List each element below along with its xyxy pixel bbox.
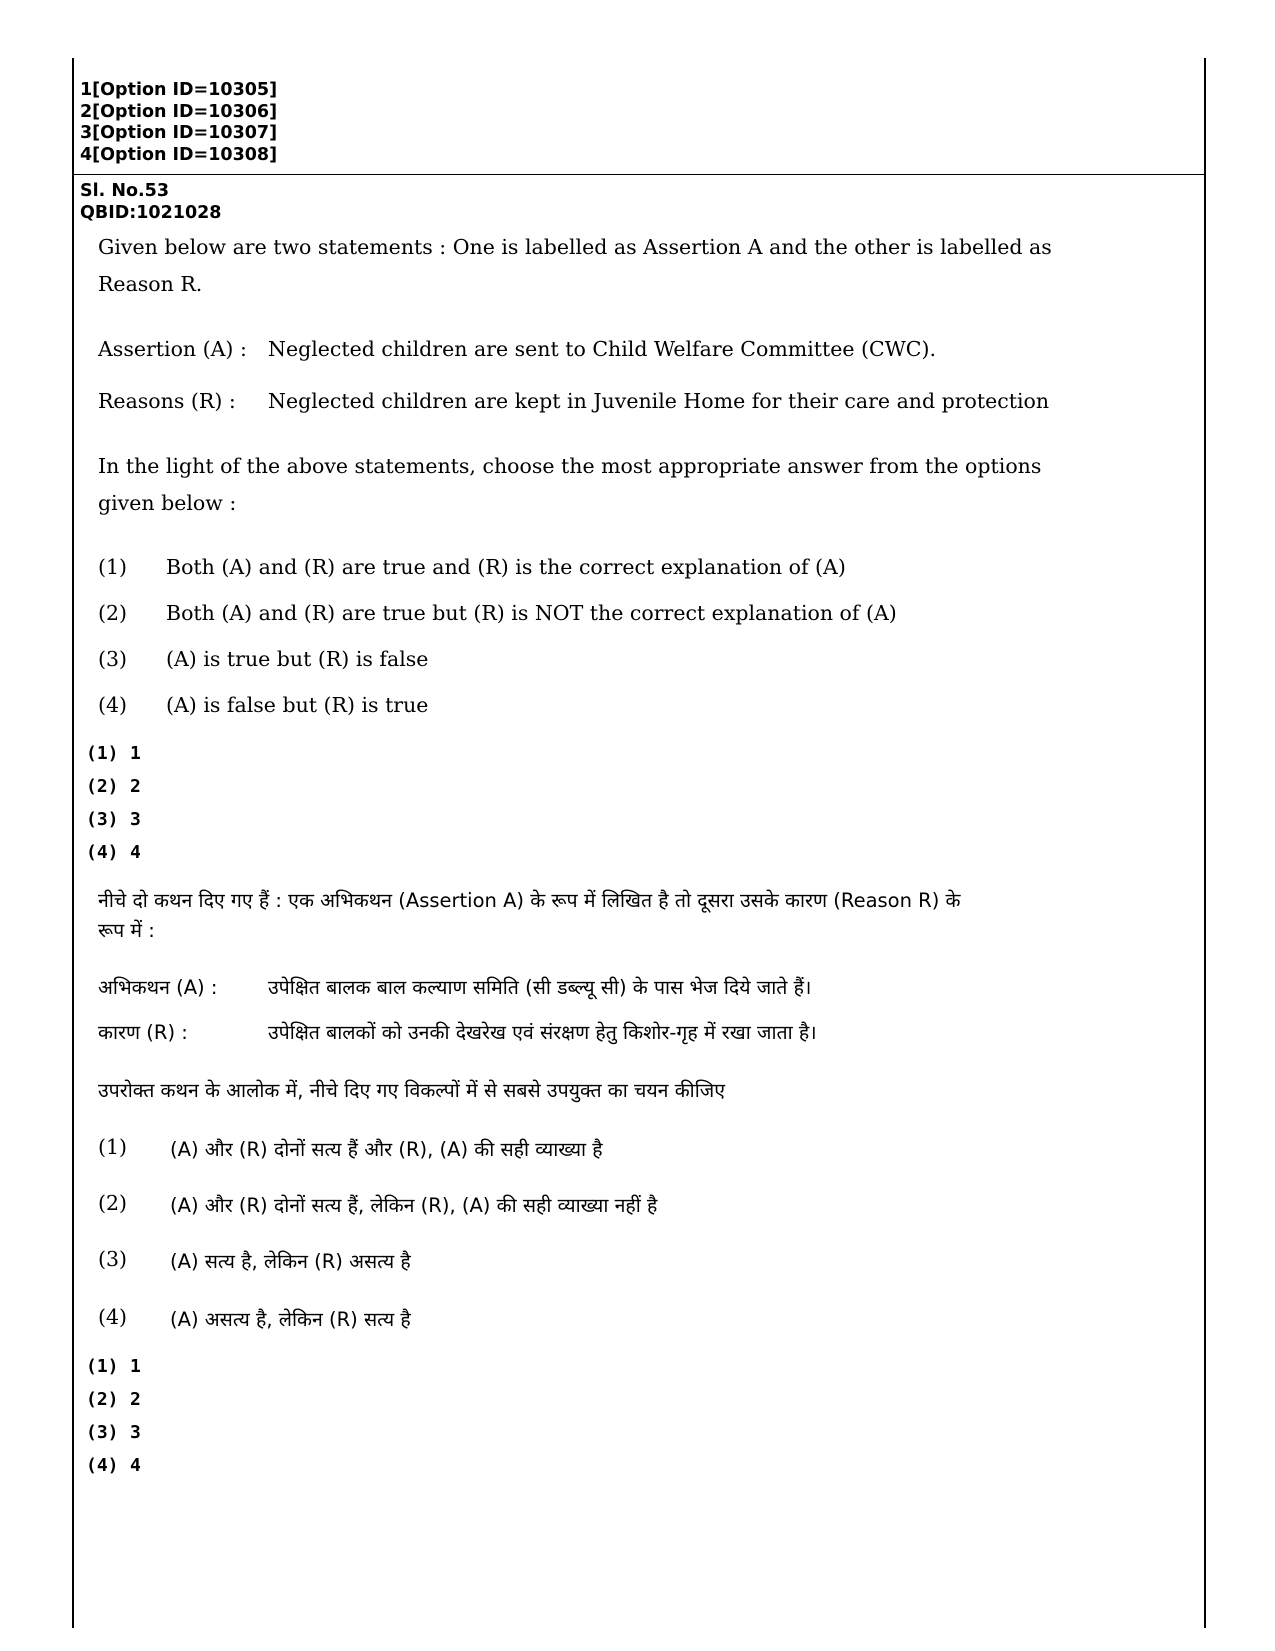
section-divider — [74, 174, 1204, 175]
english-reason-text: Neglected children are kept in Juvenile Home for their care and protection — [268, 389, 1050, 413]
hindi-intro-line-2: रूप में : — [98, 919, 155, 942]
answer-num: (4) — [86, 1455, 119, 1476]
english-choice-num: (3) — [98, 647, 128, 671]
english-choice-text: Both (A) and (R) are true but (R) is NOT the correct explanation of (A) — [166, 601, 897, 625]
answer-num: (3) — [86, 809, 119, 830]
answer-value: 4 — [130, 842, 141, 863]
hindi-intro — [98, 886, 961, 946]
hindi-answer-option — [86, 1390, 141, 1410]
hindi-choice-num: (4) — [98, 1305, 128, 1329]
english-intro-line-1: Given below are two statements : One is labelled as Assertion A and the other is labelled as — [98, 235, 1052, 259]
hindi-choice-num: (2) — [98, 1191, 128, 1215]
question-frame — [72, 58, 1206, 1628]
hindi-choice-text: (A) असत्य है, लेकिन (R) सत्य है — [170, 1308, 411, 1331]
hindi-choice-num: (3) — [98, 1247, 128, 1271]
english-choice-text: (A) is false but (R) is true — [166, 693, 429, 717]
question-id: QBID:1021028 — [80, 202, 222, 223]
english-choice-num: (2) — [98, 601, 128, 625]
english-instruction-line-1: In the light of the above statements, choose the most appropriate answer from the options — [98, 454, 1042, 478]
answer-value: 3 — [130, 809, 141, 830]
hindi-choice-num: (1) — [98, 1135, 128, 1159]
previous-option-ids — [80, 80, 277, 166]
answer-value: 1 — [130, 743, 141, 764]
english-instruction-line-2: given below : — [98, 491, 237, 515]
hindi-choice-text: (A) और (R) दोनों सत्य हैं और (R), (A) की सही व्याख्या है — [170, 1138, 603, 1161]
hindi-choice-text: (A) और (R) दोनों सत्य हैं, लेकिन (R), (A) की सही व्याख्या नहीं है — [170, 1194, 658, 1217]
serial-number: Sl. No.53 — [80, 181, 170, 201]
english-answer-option — [86, 810, 141, 830]
english-choice-text: Both (A) and (R) are true and (R) is the correct explanation of (A) — [166, 555, 846, 579]
option-id-line: 3[Option ID=10307] — [80, 123, 278, 143]
english-instruction — [98, 448, 1042, 522]
hindi-assertion-label: अभिकथन (A) : — [98, 976, 218, 999]
option-id-line: 4[Option ID=10308] — [80, 144, 278, 165]
option-id-line: 2[Option ID=10306] — [80, 101, 278, 122]
answer-num: (1) — [86, 743, 119, 764]
question-meta — [80, 181, 222, 224]
english-choice-text: (A) is true but (R) is false — [166, 647, 429, 671]
hindi-answer-option — [86, 1423, 141, 1443]
english-answer-option — [86, 777, 141, 797]
english-intro — [98, 229, 1052, 303]
english-reason-label: Reasons (R) : — [98, 389, 236, 413]
answer-value: 1 — [130, 1356, 141, 1377]
hindi-reason-label: कारण (R) : — [98, 1021, 188, 1044]
answer-value: 2 — [130, 776, 141, 797]
hindi-answer-option — [86, 1357, 141, 1377]
answer-value: 4 — [130, 1455, 141, 1476]
hindi-assertion-text: उपेक्षित बालक बाल कल्याण समिति (सी डब्ल्यू सी) के पास भेज दिये जाते हैं। — [268, 976, 812, 999]
answer-value: 3 — [130, 1422, 141, 1443]
english-intro-line-2: Reason R. — [98, 272, 203, 296]
english-assertion-text: Neglected children are sent to Child Welfare Committee (CWC). — [268, 337, 936, 361]
hindi-answer-option — [86, 1456, 141, 1476]
hindi-instruction: उपरोक्त कथन के आलोक में, नीचे दिए गए विकल्पों में से सबसे उपयुक्त का चयन कीजिए — [98, 1079, 726, 1102]
answer-num: (4) — [86, 842, 119, 863]
english-assertion-label: Assertion (A) : — [98, 337, 247, 361]
english-answer-option — [86, 744, 141, 764]
english-choice-num: (4) — [98, 693, 128, 717]
hindi-choice-text: (A) सत्य है, लेकिन (R) असत्य है — [170, 1250, 411, 1273]
answer-value: 2 — [130, 1389, 141, 1410]
hindi-intro-line-1: नीचे दो कथन दिए गए हैं : एक अभिकथन (Assertion A) के रूप में लिखित है तो दूसरा उसके कारण (Reason R) के — [98, 889, 961, 912]
hindi-reason-text: उपेक्षित बालकों को उनकी देखरेख एवं संरक्षण हेतु किशोर-गृह में रखा जाता है। — [268, 1021, 817, 1044]
english-choice-num: (1) — [98, 555, 128, 579]
answer-num: (2) — [86, 1389, 119, 1410]
answer-num: (2) — [86, 776, 119, 797]
answer-num: (3) — [86, 1422, 119, 1443]
english-answer-option — [86, 843, 141, 863]
option-id-line: 1[Option ID=10305] — [80, 80, 278, 100]
answer-num: (1) — [86, 1356, 119, 1377]
